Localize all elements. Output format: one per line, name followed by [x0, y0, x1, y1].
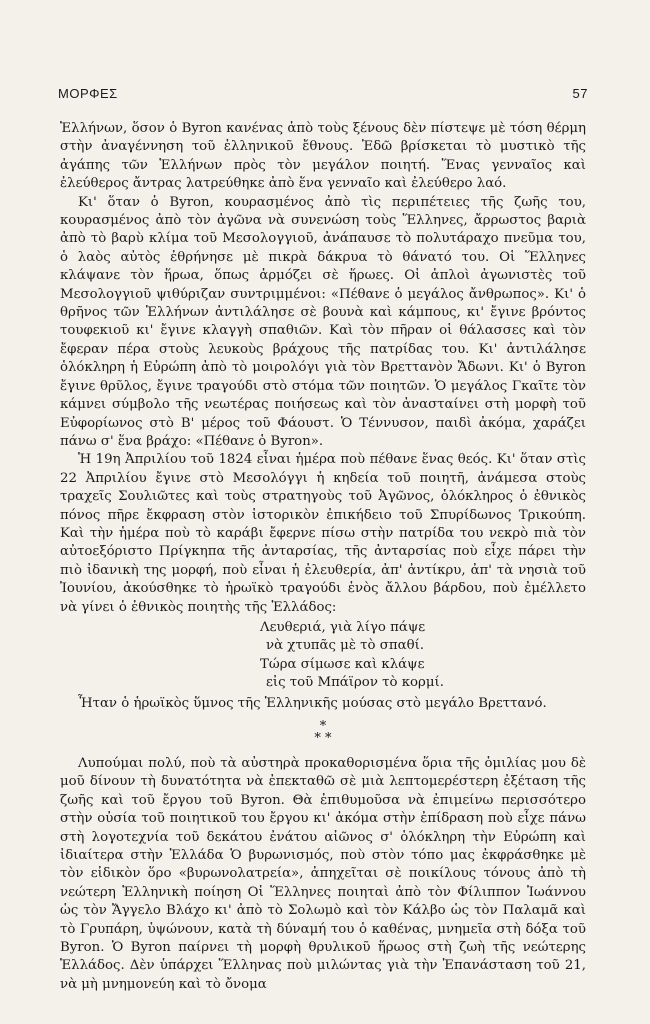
page-body: [60, 120, 586, 994]
separator-line: * *: [314, 731, 332, 746]
running-title: ΜΟΡΦΕΣ: [58, 86, 118, 101]
poem-quote: [260, 619, 586, 693]
paragraph: Λυπούμαι πολύ, ποὺ τὰ αὐστηρὰ προκαθορισμένα ὅρια τῆς ὁμιλίας μου δὲ μοῦ δίνουν τὴ δυνατότητα νὰ ἐπεκταθῶ σὲ μιὰ λεπτομερέστερη ἐξέταση τῆς ζωῆς καὶ τοῦ ἔργου τοῦ Byron. Θὰ ἐπιθυμοῦσα νὰ ἐπιμείνω περισσότερο στὴν οὐσία τοῦ ποιητικοῦ του ἔργου κι' ἀκόμα στὴν ἐπίδραση ποὺ εἶχε πάνω στὴ λογοτεχνία τοῦ δεκάτου ἐνάτου αἰῶνος σ' ὁλόκληρη τὴν Εὐρώπη καὶ ἰδιαίτερα στὴν Ἑλλάδα Ὁ βυρωνισμός, ποὺ στὸν τόπο μας ἐκφράσθηκε μὲ τὸν εἰδικὸν ὅρο «βυρωνολατρεία», ἀπηχεῖται σὲ ποικίλους τόνους ἀπὸ τὴ νεώτερη Ἑλληνικὴ ποίηση Οἱ Ἕλληνες ποιηταὶ ἀπὸ τὸν Φίλιππον Ἰωάννου ὡς τὸν Ἄγγελο Βλάχο κι' ἀπὸ τὸ Σολωμὸ καὶ τὸν Κάλβο ὡς τὸν Παλαμᾶ καὶ τὸ Γρυπάρη, ὑψώνουν, κατὰ τὴ δύναμή του ὁ καθένας, μνημεῖα στὴ δόξα τοῦ Byron. Ὁ Byron παίρνει τὴ μορφὴ θρυλικοῦ ἥρωος στὴ ζωὴ τῆς νεώτερης Ἑλλάδος. Δὲν ὑπάρχει Ἕλληνας ποὺ μιλώντας γιὰ τὴν Ἐπανάσταση τοῦ 21, νὰ μὴ μνημονεύη καὶ τὸ ὄνομα: [60, 756, 586, 992]
paragraph: Ἡ 19η Ἀπριλίου τοῦ 1824 εἶναι ἡμέρα ποὺ πέθανε ἕνας θεός. Κι' ὅταν στὶς 22 Ἀπριλίου ἔγινε στὸ Μεσολόγγι ἡ κηδεία τοῦ ποιητῆ, ἀνάμεσα στοὺς τραχεῖς Σουλιῶτες καὶ τοὺς στρατηγοὺς τοῦ Ἀγῶνος, ὁλόκληρος ὁ ἐθνικὸς πόνος πῆρε ἔκφραση στὸν ἱστορικὸν ἐπικήδειο τοῦ Σπυρίδωνος Τρικούπη. Καὶ τὴν ἡμέρα ποὺ τὸ καράβι ἔφερνε πίσω στὴν πατρίδα του νεκρὸ πιὰ τὸν αὐτοεξόριστο Πρίγκηπα τῆς ἀνταρσίας, τῆς ἀνταρσίας ποὺ εἶχε πάρει τὴν πιὸ ἰδανικὴ της μορφή, ποὺ εἶναι ἡ ἐλευθερία, ἀπ' ἀντίκρυ, ἀπ' τὰ νησιὰ τοῦ Ἰουνίου, ἀκούσθηκε τὸ ἡρωϊκὸ τραγούδι ἑνὸς ἄλλου βάρδου, ποὺ ἐμέλλετο νὰ γίνει ὁ ἐθνικὸς ποιητὴς τῆς Ἑλλάδος:: [60, 452, 586, 615]
poem-line: νὰ χτυπᾶς μὲ τὸ σπαθί.: [266, 638, 425, 654]
paragraph: Κι' ὅταν ὁ Byron, κουρασμένος ἀπὸ τὶς περιπέτειες τῆς ζωῆς του, κουρασμένος ἀπὸ τὸν ἀγῶνα νὰ συνενώση τοὺς Ἕλληνες, ἄρρωστος βαριὰ ἀπὸ τὸ βαρὺ κλίμα τοῦ Μεσολογγιοῦ, ἀνάπαυσε τὸ πολυτάραχο πνεῦμα του, ὁ λαὸς αὐτὸς ἐθρήνησε μὲ πικρὰ δάκρυα τὸ θάνατό του. Οἱ Ἕλληνες κλάψανε τὸν ἥρωα, ὅπως ἁρμόζει σὲ ἥρωες. Οἱ ἁπλοὶ ἀγωνιστὲς τοῦ Μεσολογγιοῦ ψιθύριζαν συντριμμένοι: «Πέθανε ὁ μεγάλος ἄνθρωπος». Κι' ὁ θρῆνος τῶν Ἑλλήνων ἀντιλάλησε σὲ βουνὰ καὶ κάμπους, κι' ἔγινε βρόντος τουφεκιοῦ κι' ἔγινε κλαγγὴ σπαθιῶν. Καὶ τὸν πῆραν οἱ θάλασσες καὶ τὸν ἔφεραν πέρα στοὺς λευκοὺς βράχους τῆς πατρίδας του. Κι' ἀντιλάλησε ὁλόκληρη ἡ Εὐρώπη ἀπὸ τὸ μοιρολόγι γιὰ τὸν Βρεττανὸν Ἄδωνι. Κι' ὁ Byron ἔγινε θρῦλος, ἔγινε τραγούδι στὸ στόμα τῶν ποιητῶν. Ὁ μεγάλος Γκαῖτε τὸν κάμνει σύμβολο τῆς νεωτέρας ποιήσεως καὶ τὸν ἀνασταίνει στὴ μορφὴ τοῦ Εὐφορίωνος στὸ Β' μέρος τοῦ Φάουστ. Ὁ Τέννυσον, παιδὶ ἀκόμα, χαράζει πάνω σ' ἕνα βράχο: «Πέθανε ὁ Byron».: [60, 194, 586, 449]
page-header: [58, 86, 588, 101]
poem-line: Τώρα σίμωσε καὶ κλάψε: [260, 656, 425, 672]
paragraph: Ἑλλήνων, ὅσον ὁ Byron κανένας ἀπὸ τοὺς ξένους δὲν πίστεψε μὲ τόση θέρμη στὴν ἀναγέννηση τοῦ ἑλληνικοῦ ἔθνους. Ἐδῶ βρίσκεται τὸ μυστικὸ τῆς ἀγάπης τῶν Ἑλλήνων πρὸς τὸν μεγάλον ποιητή. Ἕνας γενναῖος καὶ ἐλεύθερος ἄντρας λατρεύθηκε ἀπὸ ἕνα γενναῖο καὶ ἐλεύθερο λαό.: [60, 121, 586, 192]
paragraph: Ἦταν ὁ ἡρωϊκὸς ὕμνος τῆς Ἑλληνικῆς μούσας στὸ μεγάλο Βρεττανό.: [78, 695, 547, 711]
page-number: 57: [572, 86, 588, 101]
poem-line: Λευθεριά, γιὰ λίγο πάψε: [260, 619, 426, 635]
poem-line: εἰς τοῦ Μπάϊρον τὸ κορμί.: [266, 675, 444, 691]
separator-line: *: [319, 719, 327, 734]
section-separator: [60, 721, 586, 745]
